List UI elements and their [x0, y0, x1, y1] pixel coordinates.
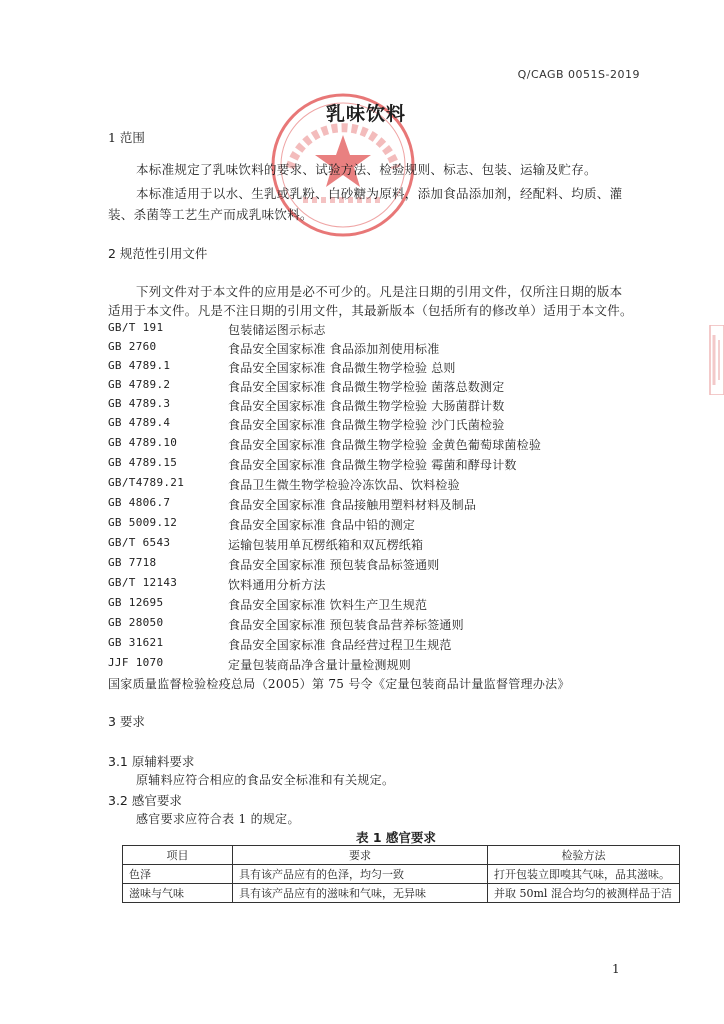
table-caption: 表 1 感官要求 [356, 830, 436, 845]
reference-title: 食品安全国家标准 食品微生物学检验 霉菌和酵母计数 [228, 458, 517, 472]
table-header-cell: 检验方法 [488, 846, 680, 865]
reference-code: GB/T 12143 [108, 576, 178, 589]
document-code: Q/CAGB 0051S-2019 [517, 68, 640, 81]
reference-title: 食品安全国家标准 食品微生物学检验 金黄色葡萄球菌检验 [228, 438, 542, 452]
reference-title: 定量包装商品净含量计量检测规则 [228, 658, 412, 672]
table-cell: 色泽 [123, 865, 233, 884]
reference-title: 食品安全国家标准 食品微生物学检验 大肠菌群计数 [228, 399, 505, 413]
reference-title: 食品安全国家标准 食品接触用塑料材料及制品 [228, 498, 477, 512]
reference-code: GB 4789.2 [108, 378, 171, 391]
scope-paragraph-2-line-2: 装、杀菌等工艺生产而成乳味饮料。 [108, 207, 313, 222]
reference-title: 运输包装用单瓦楞纸箱和双瓦楞纸箱 [228, 538, 424, 552]
table-cell: 滋味与气味 [123, 884, 233, 903]
reference-code: GB/T 6543 [108, 536, 171, 549]
document-title: 乳味饮料 [326, 103, 407, 125]
section-3-1-heading: 3.1 原辅料要求 [108, 754, 195, 769]
reference-title: 食品安全国家标准 食品微生物学检验 总则 [228, 361, 456, 375]
reference-code: GB/T4789.21 [108, 476, 185, 489]
table-cell: 具有该产品应有的色泽，均匀一致 [233, 865, 488, 884]
reference-code: JJF 1070 [108, 656, 164, 669]
reference-code: GB 2760 [108, 340, 157, 353]
reference-title: 食品安全国家标准 食品微生物学检验 菌落总数测定 [228, 380, 505, 394]
reference-code: GB 4789.15 [108, 456, 178, 469]
reference-title: 食品安全国家标准 食品添加剂使用标准 [228, 342, 440, 356]
reference-code: GB 4789.10 [108, 436, 178, 449]
table-cell: 打开包装立即嗅其气味，品其滋味。 [488, 865, 680, 884]
refs-last-line: 国家质量监督检验检疫总局（2005）第 75 号令《定量包装商品计量监督管理办法》 [108, 677, 570, 691]
reference-code: GB 31621 [108, 636, 164, 649]
scope-paragraph-1: 本标准规定了乳味饮料的要求、试验方法、检验规则、标志、包装、运输及贮存。 [136, 162, 597, 177]
reference-code: GB 7718 [108, 556, 157, 569]
reference-title: 食品卫生微生物学检验冷冻饮品、饮料检验 [228, 478, 460, 492]
table-cell: 具有该产品应有的滋味和气味，无异味 [233, 884, 488, 903]
table-cell: 并取 50ml 混合均匀的被测样品于洁 [488, 884, 680, 903]
page-number: 1 [612, 962, 620, 976]
section-1-heading: 1 范围 [108, 130, 145, 145]
reference-title: 饮料通用分析方法 [228, 578, 326, 592]
reference-title: 食品安全国家标准 食品经营过程卫生规范 [228, 638, 452, 652]
table-row [123, 884, 680, 903]
scope-paragraph-2-line-1: 本标准适用于以水、生乳或乳粉、白砂糖为原料，添加食品添加剂，经配料、均质、灌 [136, 186, 623, 201]
section-3-heading: 3 要求 [108, 714, 145, 729]
reference-code: GB 4806.7 [108, 496, 171, 509]
table-header-row [123, 846, 680, 865]
reference-title: 食品安全国家标准 饮料生产卫生规范 [228, 598, 428, 612]
reference-code: GB 4789.3 [108, 397, 171, 410]
section-3-2-heading: 3.2 感官要求 [108, 793, 182, 808]
reference-code: GB 5009.12 [108, 516, 178, 529]
section-3-1-text: 原辅料应符合相应的食品安全标准和有关规定。 [136, 773, 395, 787]
section-3-2-text: 感官要求应符合表 1 的规定。 [136, 812, 300, 826]
reference-code: GB 4789.1 [108, 359, 171, 372]
reference-title: 食品安全国家标准 预包装食品标签通则 [228, 558, 440, 572]
reference-title: 包装储运图示标志 [228, 323, 326, 337]
refs-intro-line-2: 适用于本文件。凡是不注日期的引用文件，其最新版本（包括所有的修改单）适用于本文件。 [108, 303, 633, 318]
sensory-requirements-table [122, 845, 680, 903]
section-2-heading: 2 规范性引用文件 [108, 246, 208, 261]
table-row [123, 865, 680, 884]
edge-seal-mark-icon [706, 325, 724, 395]
refs-intro-line-1: 下列文件对于本文件的应用是必不可少的。凡是注日期的引用文件，仅所注日期的版本 [136, 284, 623, 299]
reference-title: 食品安全国家标准 预包装食品营养标签通则 [228, 618, 464, 632]
reference-code: GB 28050 [108, 616, 164, 629]
reference-code: GB/T 191 [108, 321, 164, 334]
table-header-cell: 项目 [123, 846, 233, 865]
table-header-cell: 要求 [233, 846, 488, 865]
reference-title: 食品安全国家标准 食品中铅的测定 [228, 518, 416, 532]
reference-code: GB 12695 [108, 596, 164, 609]
reference-code: GB 4789.4 [108, 416, 171, 429]
reference-title: 食品安全国家标准 食品微生物学检验 沙门氏菌检验 [228, 418, 505, 432]
